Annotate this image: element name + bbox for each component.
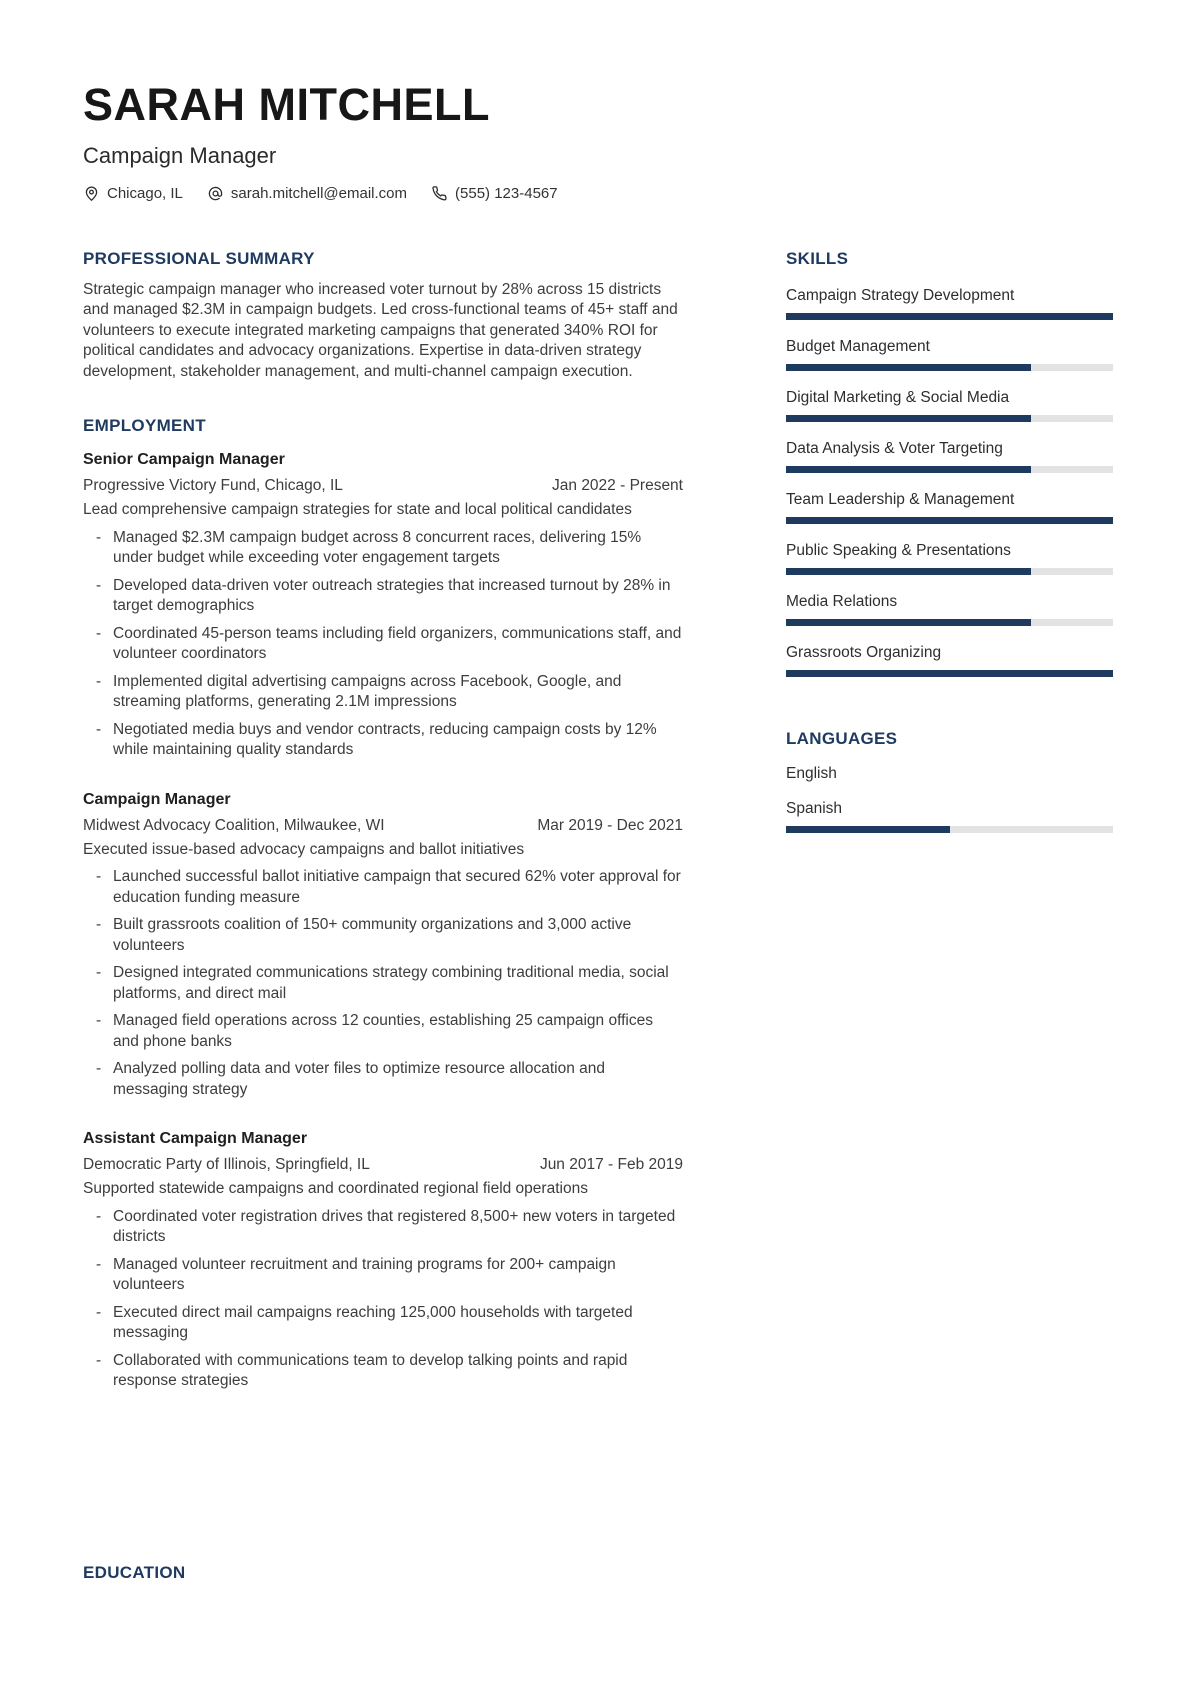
job-bullet: - Managed volunteer recruitment and training programs for 200+ campaign volunteers xyxy=(83,1255,683,1296)
job-description: Executed issue-based advocacy campaigns and ballot initiatives xyxy=(83,840,525,858)
skill-bar-track xyxy=(786,568,1113,575)
skill-item xyxy=(786,541,1113,575)
job-bullets xyxy=(83,1207,683,1392)
job-bullet: - Analyzed polling data and voter files to optimize resource allocation and messaging strategy xyxy=(83,1059,683,1100)
job-dates: Jun 2017 - Feb 2019 xyxy=(539,1156,683,1174)
job-meta-row xyxy=(83,816,683,836)
skill-item xyxy=(786,439,1113,473)
skill-bar-track xyxy=(786,466,1113,473)
main-column xyxy=(83,250,683,1582)
languages-section xyxy=(786,730,1113,833)
job-entry xyxy=(83,450,683,761)
job-company: Progressive Victory Fund, Chicago, IL xyxy=(83,477,343,495)
job-dates: Mar 2019 - Dec 2021 xyxy=(537,816,683,834)
summary-section xyxy=(83,250,683,382)
skill-label: Public Speaking & Presentations xyxy=(786,541,1011,559)
language-label: English xyxy=(786,764,837,782)
job-entry xyxy=(83,790,683,1101)
resume-header xyxy=(83,79,1113,203)
at-sign-icon xyxy=(207,185,224,202)
skill-bar-fill xyxy=(786,619,1031,626)
summary-heading: PROFESSIONAL SUMMARY xyxy=(83,249,315,269)
job-bullets xyxy=(83,528,683,761)
job-bullet: - Designed integrated communications strategy combining traditional media, social platforms, and direct mail xyxy=(83,963,683,1004)
job-bullet: - Launched successful ballot initiative campaign that secured 62% voter approval for education funding measure xyxy=(83,867,683,908)
skill-item xyxy=(786,388,1113,422)
language-bar-track xyxy=(786,826,1113,833)
employment-section xyxy=(83,417,683,1391)
person-name: SARAH MITCHELL xyxy=(83,79,490,130)
person-headline: Campaign Manager xyxy=(83,143,277,168)
language-bar-fill xyxy=(786,826,950,833)
skill-label: Data Analysis & Voter Targeting xyxy=(786,439,1003,457)
job-bullet: - Coordinated voter registration drives that registered 8,500+ new voters in targeted districts xyxy=(83,1207,683,1248)
job-meta-row xyxy=(83,1155,683,1175)
skill-item xyxy=(786,643,1113,677)
skill-label: Media Relations xyxy=(786,592,898,610)
job-bullet: - Developed data-driven voter outreach strategies that increased turnout by 28% in target demographics xyxy=(83,576,683,617)
job-title: Campaign Manager xyxy=(83,790,231,808)
education-heading: EDUCATION xyxy=(83,1562,186,1582)
contact-item xyxy=(207,185,407,202)
skill-item xyxy=(786,337,1113,371)
skill-label: Budget Management xyxy=(786,337,930,355)
skill-label: Grassroots Organizing xyxy=(786,643,942,661)
skills-section xyxy=(786,250,1113,677)
skill-bar-fill xyxy=(786,364,1031,371)
skill-label: Team Leadership & Management xyxy=(786,490,1015,508)
skill-bar-fill xyxy=(786,670,1113,677)
skill-bar-fill xyxy=(786,415,1031,422)
contact-text: sarah.mitchell@email.com xyxy=(230,185,408,203)
language-item xyxy=(786,764,1113,784)
job-bullet: - Coordinated 45-person teams including field organizers, communications staff, and volunteer coordinators xyxy=(83,624,683,665)
skill-item xyxy=(786,286,1113,320)
job-dates: Jan 2022 - Present xyxy=(552,477,683,495)
job-bullet: - Executed direct mail campaigns reaching 125,000 households with targeted messaging xyxy=(83,1303,683,1344)
job-company: Midwest Advocacy Coalition, Milwaukee, WI xyxy=(83,816,385,834)
job-meta-row xyxy=(83,476,683,496)
skill-bar-fill xyxy=(786,517,1113,524)
skill-item xyxy=(786,490,1113,524)
job-bullet: - Managed field operations across 12 counties, establishing 25 campaign offices and phone banks xyxy=(83,1011,683,1052)
contact-text: Chicago, IL xyxy=(107,185,183,203)
skill-bar-track xyxy=(786,670,1113,677)
sidebar-column xyxy=(786,250,1113,1582)
language-item xyxy=(786,799,1113,833)
job-bullets xyxy=(83,867,683,1100)
skill-bar-track xyxy=(786,364,1113,371)
skill-bar-track xyxy=(786,415,1113,422)
skill-bar-track xyxy=(786,313,1113,320)
summary-text: Strategic campaign manager who increased voter turnout by 28% across 15 districts and managed $2.3M in campaign budgets. Led cross-functional teams of 45+ staff and volunteers to execute integrated marketing campaigns that generated 340% ROI for political candidates and advocacy organizations. Expertise in data-driven strategy development, stakeholder management, and multi-channel campaign execution. xyxy=(83,280,678,380)
contact-item xyxy=(83,185,183,202)
language-label: Spanish xyxy=(786,799,843,817)
languages-heading: LANGUAGES xyxy=(786,728,898,748)
skills-list xyxy=(786,286,1113,677)
skill-label: Campaign Strategy Development xyxy=(786,286,1015,304)
job-bullet: - Implemented digital advertising campaigns across Facebook, Google, and streaming platforms, generating 2.1M impressions xyxy=(83,672,683,713)
job-description: Supported statewide campaigns and coordinated regional field operations xyxy=(83,1180,588,1198)
content-columns xyxy=(83,250,1113,1582)
contact-item xyxy=(431,185,558,202)
skill-bar-fill xyxy=(786,313,1113,320)
contact-row xyxy=(83,185,1113,202)
skill-bar-fill xyxy=(786,568,1031,575)
education-section xyxy=(83,1564,683,1583)
job-entry xyxy=(83,1129,683,1392)
skill-item xyxy=(786,592,1113,626)
job-description: Lead comprehensive campaign strategies for state and local political candidates xyxy=(83,501,632,519)
skill-bar-fill xyxy=(786,466,1031,473)
employment-heading: EMPLOYMENT xyxy=(83,416,206,436)
skill-bar-track xyxy=(786,517,1113,524)
skill-bar-track xyxy=(786,619,1113,626)
job-title: Senior Campaign Manager xyxy=(83,451,285,469)
job-bullet: - Managed $2.3M campaign budget across 8 concurrent races, delivering 15% under budget while exceeding voter engagement targets xyxy=(83,528,683,569)
phone-icon xyxy=(431,185,448,202)
job-company: Democratic Party of Illinois, Springfield, IL xyxy=(83,1156,370,1174)
location-pin-icon xyxy=(83,185,100,202)
job-title: Assistant Campaign Manager xyxy=(83,1130,308,1148)
job-bullet: - Built grassroots coalition of 150+ community organizations and 3,000 active volunteers xyxy=(83,915,683,956)
skill-label: Digital Marketing & Social Media xyxy=(786,388,1010,406)
skills-heading: SKILLS xyxy=(786,249,849,269)
job-bullet: - Negotiated media buys and vendor contracts, reducing campaign costs by 12% while maintaining quality standards xyxy=(83,720,683,761)
jobs-list xyxy=(83,450,683,1392)
languages-list xyxy=(786,764,1113,833)
contact-text: (555) 123-4567 xyxy=(455,185,558,203)
job-bullet: - Collaborated with communications team to develop talking points and rapid response strategies xyxy=(83,1351,683,1392)
